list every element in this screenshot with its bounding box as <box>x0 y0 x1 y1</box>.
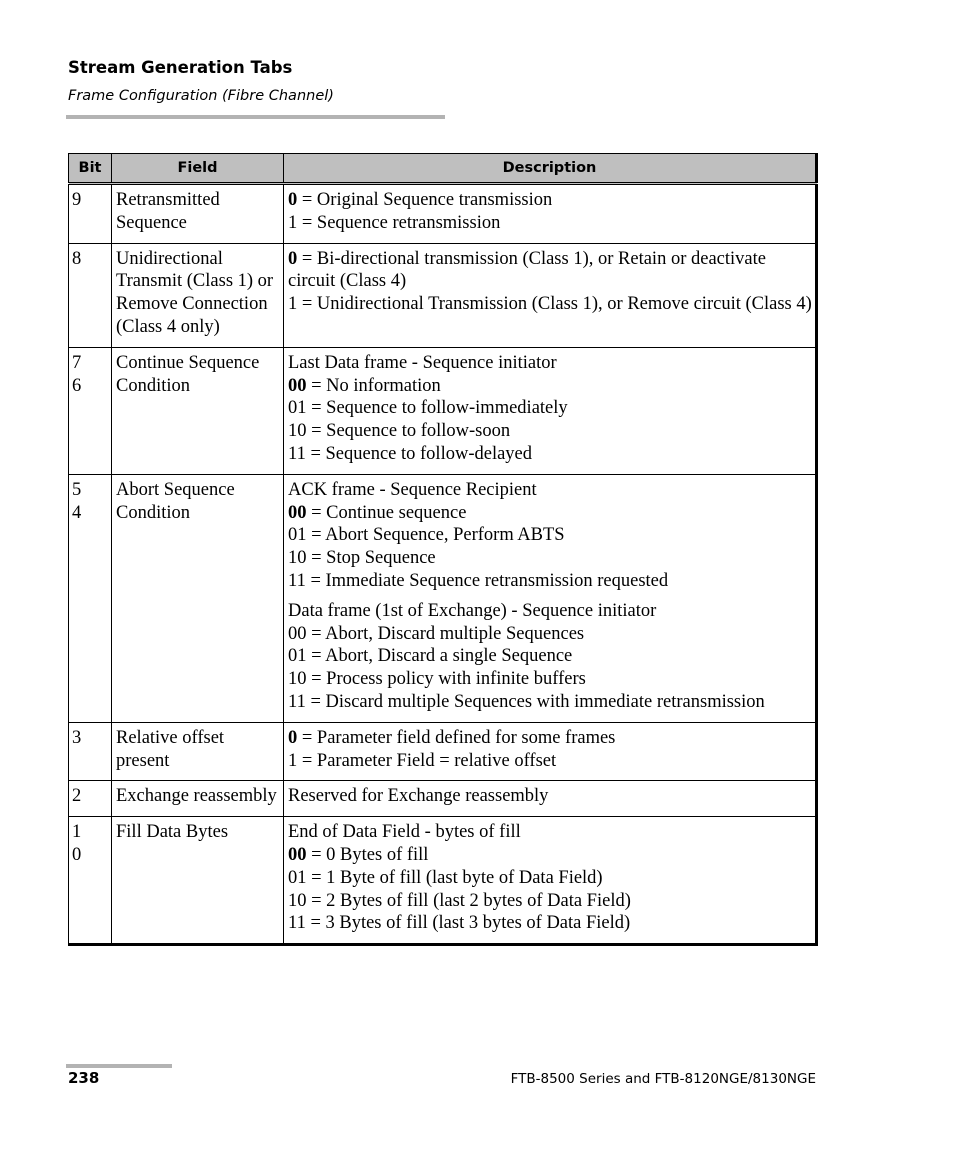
field-cell: Unidirectional Transmit (Class 1) or Remove Connection (Class 4 only) <box>112 243 284 347</box>
value-text: 11 = Sequence to follow-delayed <box>288 443 533 464</box>
value-text: Reserved for Exchange reassembly <box>288 786 549 807</box>
value-code: 0 <box>288 248 298 269</box>
value-code: 0 <box>288 190 298 210</box>
bit-number: 7 <box>72 352 82 373</box>
table-row <box>69 474 817 722</box>
field-cell: Exchange reassembly <box>112 781 284 817</box>
value-text: 10 = 2 Bytes of fill (last 2 bytes of Data Field) <box>288 890 631 911</box>
section-subtitle: Frame Configuration (Fibre Channel) <box>68 88 334 104</box>
table-row <box>69 347 817 474</box>
value-text: Last Data frame - Sequence initiator <box>288 352 557 373</box>
description-line <box>288 397 812 420</box>
description-line <box>288 375 812 398</box>
description-cell <box>284 474 817 722</box>
description-line <box>288 623 812 646</box>
value-text: ACK frame - Sequence Recipient <box>288 479 537 500</box>
bit-number: 9 <box>72 190 82 210</box>
value-text: = No information <box>306 375 441 396</box>
section-title: Stream Generation Tabs <box>68 58 293 77</box>
description-cell <box>284 817 817 945</box>
description-line <box>288 479 812 502</box>
value-text: 01 = Abort Sequence, Perform ABTS <box>288 525 565 546</box>
field-cell: Abort Sequence Condition <box>112 474 284 722</box>
description-line <box>288 248 812 294</box>
value-text: 11 = Discard multiple Sequences with immediate retransmission <box>288 691 765 712</box>
value-code: 00 <box>288 844 307 865</box>
bit-cell <box>69 243 112 347</box>
bit-number: 6 <box>72 375 82 396</box>
description-line <box>288 691 812 714</box>
description-line <box>288 420 812 443</box>
description-line <box>288 600 812 623</box>
value-text: 10 = Stop Sequence <box>288 548 436 569</box>
table-row <box>69 781 817 817</box>
bit-number: 0 <box>72 844 82 865</box>
bit-number: 4 <box>72 502 82 523</box>
description-line <box>288 821 812 844</box>
bit-number: 2 <box>72 786 82 807</box>
value-text: 1 = Sequence retransmission <box>288 212 501 233</box>
description-line <box>288 668 812 691</box>
bit-cell <box>69 184 112 244</box>
bit-cell <box>69 347 112 474</box>
value-code: 00 <box>288 502 307 523</box>
description-cell <box>284 722 817 781</box>
bit-cell <box>69 817 112 945</box>
bit-number: 1 <box>72 822 82 843</box>
column-header-description: Description <box>284 154 817 184</box>
column-header-field: Field <box>112 154 284 184</box>
value-text: = Parameter field defined for some frames <box>297 727 616 748</box>
description-line <box>288 785 812 808</box>
table-header-row <box>69 154 817 184</box>
value-text: 1 = Unidirectional Transmission (Class 1), or Remove circuit (Class 4) <box>288 294 812 315</box>
description-line <box>288 727 812 750</box>
bit-number: 3 <box>72 727 82 748</box>
product-name: FTB-8500 Series and FTB-8120NGE/8130NGE <box>510 1071 816 1087</box>
frame-bits-table <box>68 153 818 946</box>
table-row <box>69 243 817 347</box>
value-code: 0 <box>288 727 298 748</box>
description-cell <box>284 184 817 244</box>
description-cell <box>284 243 817 347</box>
bit-cell <box>69 722 112 781</box>
value-text: Data frame (1st of Exchange) - Sequence initiator <box>288 600 657 621</box>
table-row <box>69 722 817 781</box>
value-text: 01 = Sequence to follow-immediately <box>288 398 568 419</box>
description-line <box>288 645 812 668</box>
header-rule <box>66 115 445 119</box>
description-line <box>288 352 812 375</box>
table-row <box>69 184 817 244</box>
value-code: 00 <box>288 375 307 396</box>
value-text: = Bi-directional transmission (Class 1), or Retain or deactivate circuit (Class 4) <box>288 248 766 292</box>
description-line <box>288 867 812 890</box>
value-text: 01 = Abort, Discard a single Sequence <box>288 646 573 667</box>
page-number: 238 <box>68 1069 100 1087</box>
bit-number: 5 <box>72 479 82 500</box>
value-text: = Original Sequence transmission <box>297 190 553 210</box>
bit-cell <box>69 474 112 722</box>
field-cell: Relative offset present <box>112 722 284 781</box>
description-line <box>288 890 812 913</box>
description-cell <box>284 347 817 474</box>
value-text: 11 = 3 Bytes of fill (last 3 bytes of Data Field) <box>288 913 631 934</box>
description-line <box>288 750 812 773</box>
description-line <box>288 547 812 570</box>
description-line <box>288 844 812 867</box>
description-line <box>288 524 812 547</box>
description-line <box>288 212 812 235</box>
description-line <box>288 502 812 525</box>
value-text: 11 = Immediate Sequence retransmission requested <box>288 570 669 591</box>
table-row <box>69 817 817 945</box>
description-line <box>288 189 812 212</box>
description-line <box>288 570 812 593</box>
value-text: = Continue sequence <box>306 502 467 523</box>
description-line <box>288 443 812 466</box>
value-text: 01 = 1 Byte of fill (last byte of Data Field) <box>288 867 603 888</box>
table-body <box>69 184 817 945</box>
description-line <box>288 912 812 935</box>
value-text: 1 = Parameter Field = relative offset <box>288 750 557 771</box>
bit-number: 8 <box>72 248 82 269</box>
value-text: End of Data Field - bytes of fill <box>288 822 521 843</box>
description-cell <box>284 781 817 817</box>
field-cell: Retransmitted Sequence <box>112 184 284 244</box>
footer-rule <box>66 1064 172 1068</box>
value-text: 10 = Process policy with infinite buffers <box>288 669 586 690</box>
value-text: 00 = Abort, Discard multiple Sequences <box>288 623 585 644</box>
value-text: = 0 Bytes of fill <box>306 844 429 865</box>
description-line <box>288 293 812 316</box>
value-text: 10 = Sequence to follow-soon <box>288 421 511 442</box>
field-cell: Continue Sequence Condition <box>112 347 284 474</box>
field-cell: Fill Data Bytes <box>112 817 284 945</box>
column-header-bit: Bit <box>69 154 112 184</box>
bit-cell <box>69 781 112 817</box>
paragraph-gap <box>288 593 812 600</box>
